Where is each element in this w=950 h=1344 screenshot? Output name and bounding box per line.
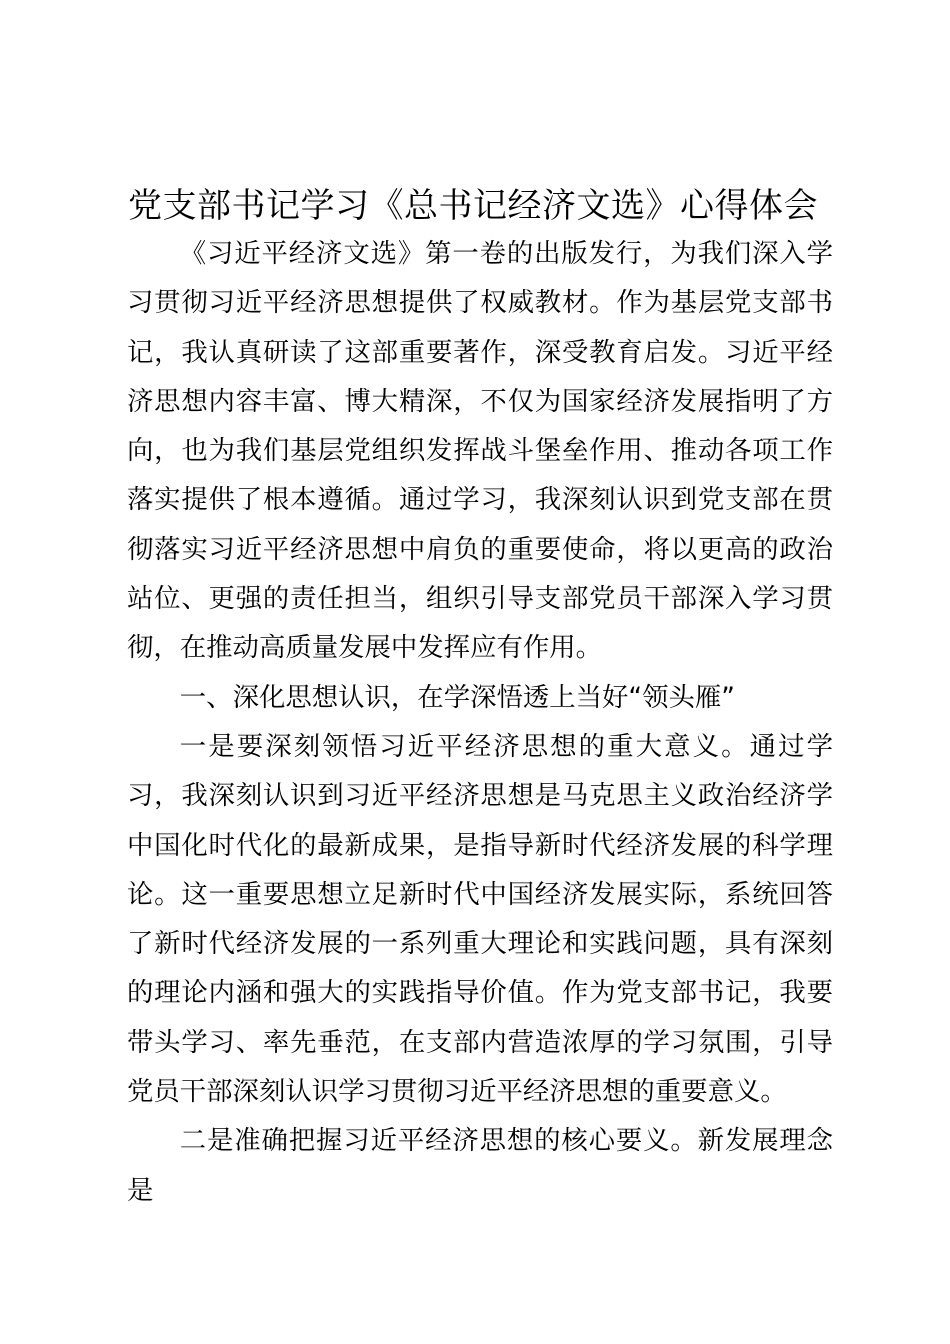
paragraph-intro: 《习近平经济文选》第一卷的出版发行，为我们深入学习贯彻习近平经济思想提供了权威教材。作为基层党支部书记，我认真研读了这部重要著作，深受教育启发。习近平经济思想内容丰富、博大精深，不仅为国家经济发展指明了方向，也为我们基层党组织发挥战斗堡垒作用、推动各项工作落实提供了根本遵循。通过学习，我深刻认识到党支部在贯彻落实习近平经济思想中肩负的重要使命，将以更高的政治站位、更强的责任担当，组织引导支部党员干部深入学习贯彻，在推动高质量发展中发挥应有作用。 [127, 238, 833, 664]
paragraph-point-one: 一是要深刻领悟习近平经济思想的重大意义。通过学习，我深刻认识到习近平经济思想是马克思主义政治经济学中国化时代化的最新成果，是指导新时代经济发展的科学理论。这一重要思想立足新时代中国经济发展实际，系统回答了新时代经济发展的一系列重大理论和实践问题，具有深刻的理论内涵和强大的实践指导价值。作为党支部书记，我要带头学习、率先垂范，在支部内营造浓厚的学习氛围，引导党员干部深刻认识学习贯彻习近平经济思想的重要意义。 [127, 730, 833, 1108]
document-title: 党支部书记学习《总书记经济文选》心得体会 [128, 186, 818, 226]
document-body [127, 229, 833, 1215]
section-heading-one: 一、深化思想认识，在学深悟透上当好“领头雁” [179, 681, 735, 713]
paragraph-point-two: 二是准确把握习近平经济思想的核心要义。新发展理念是 [127, 1125, 833, 1206]
